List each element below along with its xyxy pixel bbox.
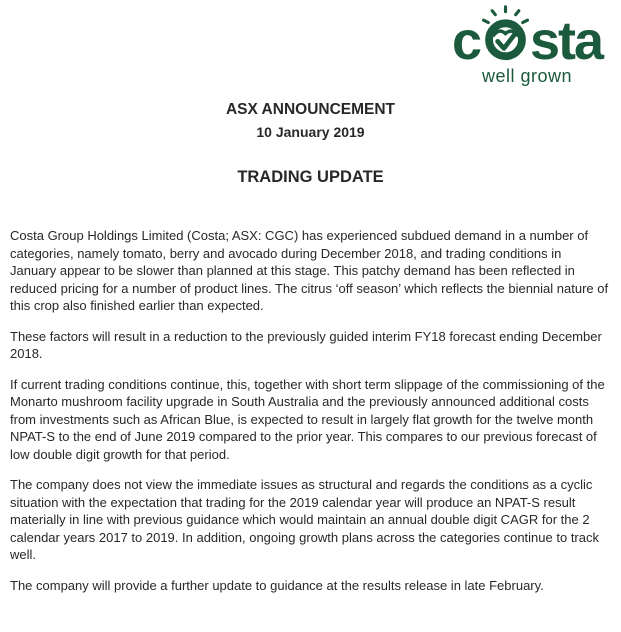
document-body [10,227,610,594]
paragraph-2: These factors will result in a reduction to the previously guided interim FY18 forecast ending December 2018. [10,328,602,361]
costa-wordmark [441,5,613,71]
announcement-date: 10 January 2019 [256,124,365,140]
paragraph-5: The company will provide a further update to guidance at the results release in late February. [10,577,544,593]
announcement-heading: ASX ANNOUNCEMENT [225,101,396,118]
costa-sun-o-icon [482,5,529,62]
logo-tagline: well grown [481,66,573,86]
document-title: TRADING UPDATE [237,168,384,186]
costa-logo [441,5,613,87]
logo-letter-c: c [451,10,480,71]
logo-letters-sta: sta [530,10,603,71]
paragraph-3: If current trading conditions continue, this, together with short term slippage of the commissioning of the Monarto mushroom facility upgrade in South Australia and the previously announced additional costs from investments such as African Blue, is expected to result in largely flat growth for the twelve month NPAT-S to the end of June 2019 compared to the prior year. This compares to our previous forecast of low double digit growth for that period. [10,376,605,462]
paragraph-1: Costa Group Holdings Limited (Costa; ASX: CGC) has experienced subdued demand in a number of categories, namely tomato, berry and avocado during December 2018, and trading conditions in January appear to be slower than planned at this stage. This patchy demand has been reflected in reduced pricing for a number of product lines. The citrus ‘off season’ which reflects the biennial nature of this crop also finished earlier than expected. [10,228,609,313]
paragraph-4: The company does not view the immediate issues as structural and regards the conditions as a cyclic situation with the expectation that trading for the 2019 calendar year will produce an NPAT-S result materially in line with previous guidance which would maintain an annual double digit CAGR for the 2 calendar years 2017 to 2019. In addition, ongoing growth plans across the categories continue to track well. [10,477,599,562]
